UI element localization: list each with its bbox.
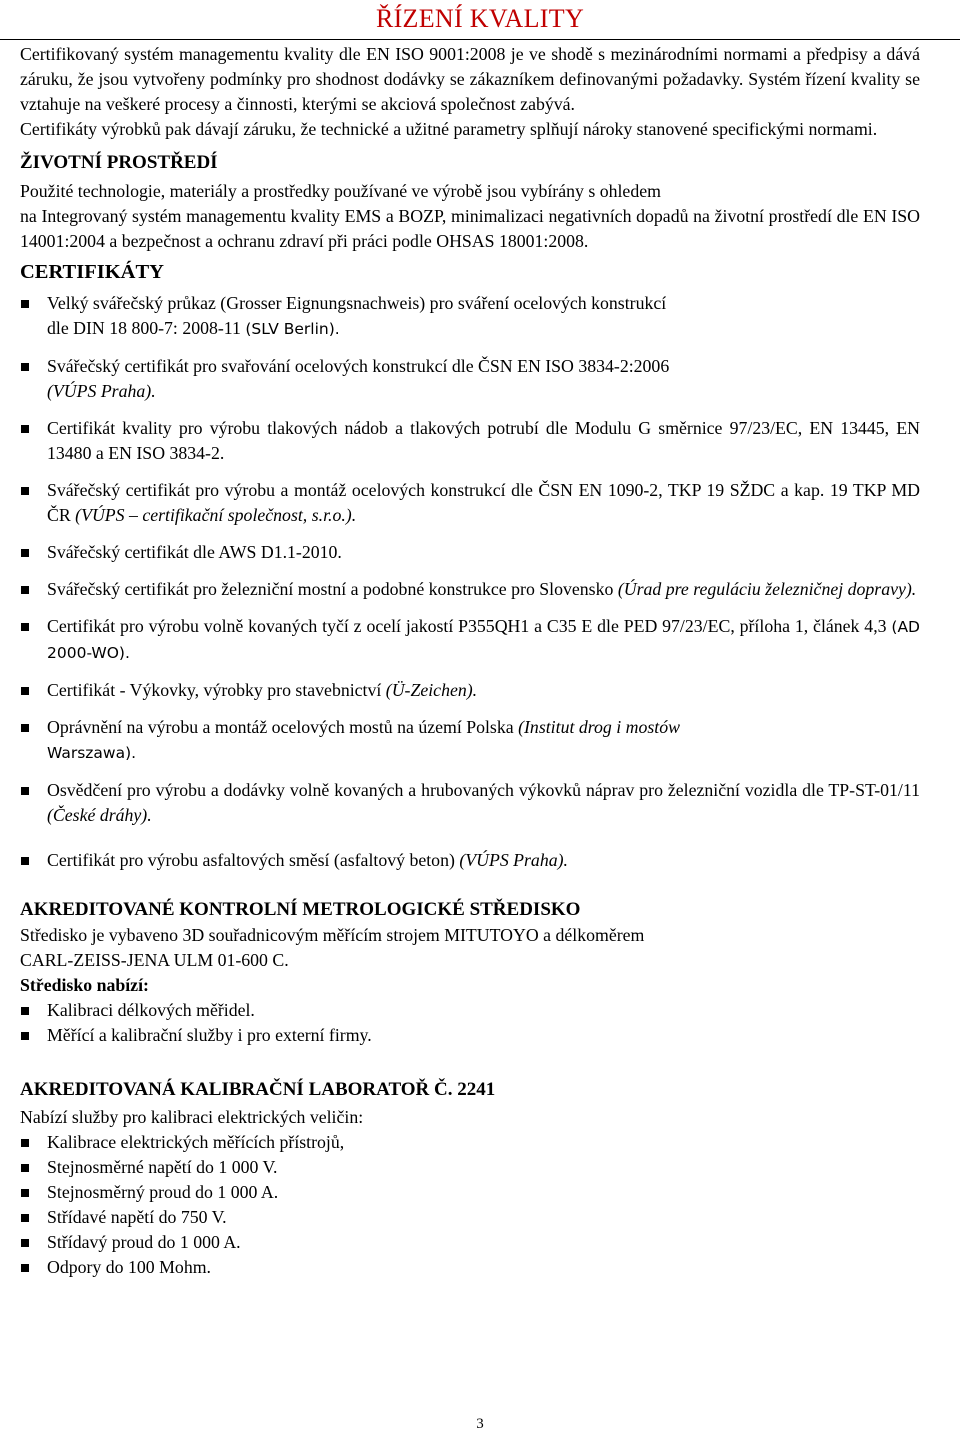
page-number: 3 (476, 1416, 484, 1432)
quality-paragraph-1: Certifikovaný systém managementu kvality dle EN ISO 9001:2008 je ve shodě s mezinárodními normami a předpisy a dává záruku, že jsou vytvořeny podmínky pro shodnost dodávky se zákazníkem definovanými požadavky. Systém řízení kvality se vztahuje na veškeré procesy a činnosti, kterými se akciová společnost zabývá. (20, 44, 920, 114)
list-item: Svářečský certifikát pro svařování ocelových konstrukcí dle ČSN EN ISO 3834-2:2006 (VÚPS Praha). (20, 354, 920, 404)
list-item: Kalibrace elektrických měřících přístrojů, (20, 1130, 920, 1155)
list-item: Certifikát pro výrobu volně kovaných tyčí z ocelí jakostí P355QH1 a C35 E dle PED 97/23/EC, příloha 1, článek 4,3 (AD 2000-WO). (20, 614, 920, 666)
list-item: Odpory do 100 Mohm. (20, 1255, 920, 1280)
metrology-line-1: Středisko je vybaveno 3D souřadnicovým měřícím strojem MITUTOYO a délkoměrem (20, 925, 645, 945)
list-item: Stejnosměrné napětí do 1 000 V. (20, 1155, 920, 1180)
list-item: Střídavé napětí do 750 V. (20, 1205, 920, 1230)
list-item: Certifikát - Výkovky, výrobky pro stavebnictví (Ü-Zeichen). (20, 678, 920, 703)
metrology-list (20, 998, 920, 1048)
laboratory-heading: AKREDITOVANÁ KALIBRAČNÍ LABORATOŘ Č. 2241 (20, 1079, 496, 1100)
laboratory-section (20, 1077, 920, 1280)
laboratory-intro: Nabízí služby pro kalibraci elektrických veličin: (20, 1107, 364, 1127)
list-item: Osvědčení pro výrobu a dodávky volně kovaných a hrubovaných výkovků náprav pro železniční vozidla dle TP-ST-01/11 (České dráhy). (20, 778, 920, 828)
list-item: Svářečský certifikát pro železniční mostní a podobné konstrukce pro Slovensko (Úrad pre reguláciu železničnej dopravy). (20, 577, 920, 602)
content (20, 42, 920, 1280)
laboratory-list (20, 1130, 920, 1280)
list-item: Kalibraci délkových měřidel. (20, 998, 920, 1023)
quality-section (20, 42, 920, 142)
metrology-section (20, 897, 920, 1048)
title-underline (0, 39, 960, 40)
list-item: Velký svářečský průkaz (Grosser Eignungsnachweis) pro sváření ocelových konstrukcí dle DIN 18 800-7: 2008-11 (SLV Berlin). (20, 291, 920, 342)
environment-line-1: Použité technologie, materiály a prostředky používané ve výrobě jsou vybírány s ohledem (20, 181, 661, 201)
list-item: Střídavý proud do 1 000 A. (20, 1230, 920, 1255)
list-item: Certifikát kvality pro výrobu tlakových nádob a tlakových potrubí dle Modulu G směrnice 97/23/EC, EN 13445, EN 13480 a EN ISO 3834-2. (20, 416, 920, 466)
list-item: Oprávnění na výrobu a montáž ocelových mostů na území Polska (Institut drog i mostów Warszawa). (20, 715, 920, 766)
environment-section (20, 150, 920, 254)
list-item: Stejnosměrný proud do 1 000 A. (20, 1180, 920, 1205)
title-bar (0, 0, 960, 40)
page-title: ŘÍZENÍ KVALITY (375, 4, 585, 33)
list-item: Měřící a kalibrační služby i pro externí firmy. (20, 1023, 920, 1048)
list-item: Svářečský certifikát dle AWS D1.1-2010. (20, 540, 920, 565)
quality-paragraph-2: Certifikáty výrobků pak dávají záruku, že technické a užitné parametry splňují nároky stanovené specifickými normami. (20, 119, 878, 139)
certificates-section (20, 259, 920, 873)
environment-line-2: na Integrovaný systém managementu kvality EMS a BOZP, minimalizaci negativních dopadů na životní prostředí dle EN ISO 14001:2004 a bezpečnost a ochranu zdraví při práci podle OHSAS 18001:2008. (20, 206, 920, 251)
list-item: Certifikát pro výrobu asfaltových směsí (asfaltový beton) (VÚPS Praha). (20, 848, 920, 873)
metrology-offers-label: Středisko nabízí: (20, 975, 149, 995)
environment-heading: ŽIVOTNÍ PROSTŘEDÍ (20, 152, 218, 173)
certificates-list (20, 291, 920, 873)
metrology-heading: AKREDITOVANÉ KONTROLNÍ METROLOGICKÉ STŘEDISKO (20, 899, 581, 920)
list-item: Svářečský certifikát pro výrobu a montáž ocelových konstrukcí dle ČSN EN 1090-2, TKP 19 SŽDC a kap. 19 TKP MD ČR (VÚPS – certifikační společnost, s.r.o.). (20, 478, 920, 528)
metrology-line-2: CARL-ZEISS-JENA ULM 01-600 C. (20, 950, 289, 970)
certificates-heading: CERTIFIKÁTY (20, 261, 164, 283)
